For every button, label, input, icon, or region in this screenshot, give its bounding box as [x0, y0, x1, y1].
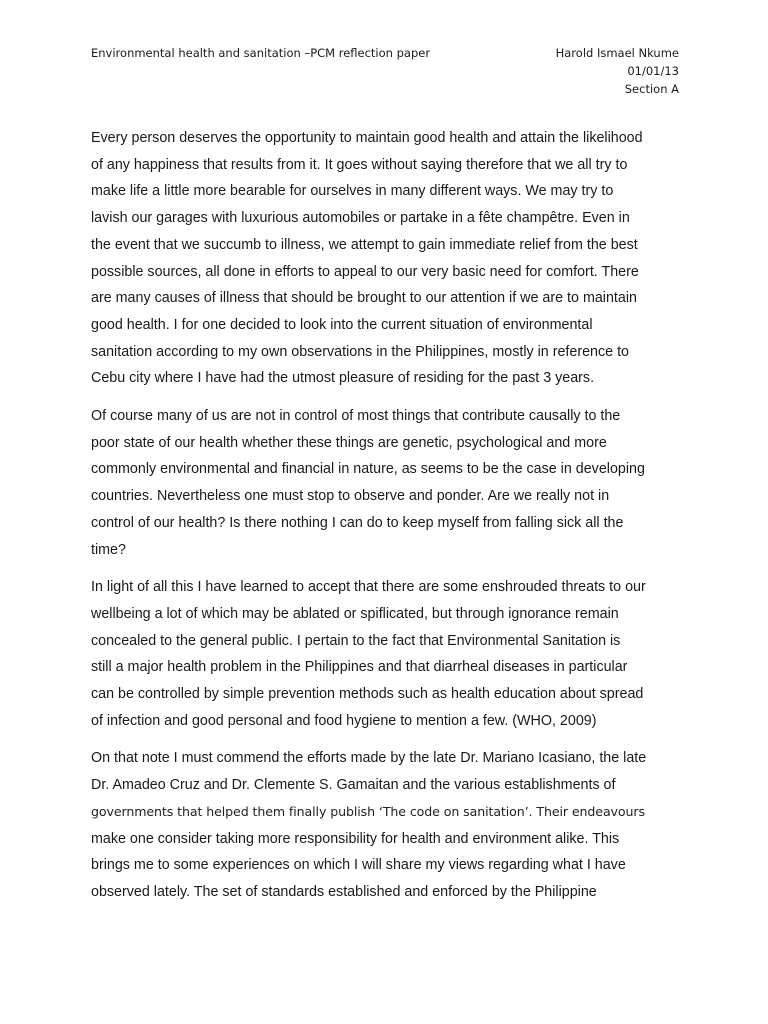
text-line: poor state of our health whether these things are genetic, psychological and more [91, 434, 607, 451]
text-line: control of our health? Is there nothing I can do to keep myself from falling sick all the [91, 514, 624, 531]
text-line: concealed to the general public. I pertain to the fact that Environmental Sanitation is [91, 632, 621, 649]
text-line: countries. Nevertheless one must stop to observe and ponder. Are we really not in [91, 488, 610, 505]
text-line: make life a little more bearable for ourselves in many different ways. We may try to [91, 183, 614, 200]
text-line: observed lately. The set of standards established and enforced by the Philippine [91, 883, 597, 900]
header-date: 01/01/13 [627, 64, 679, 78]
text-line: wellbeing a lot of which may be ablated or spiflicated, but through ignorance remain [91, 605, 619, 622]
text-line: of infection and good personal and food hygiene to mention a few. (WHO, 2009) [91, 712, 597, 729]
text-line: Cebu city where I have had the utmost pleasure of residing for the past 3 years. [91, 370, 595, 387]
paragraph-4 [91, 745, 691, 905]
text-line: brings me to some experiences on which I will share my views regarding what I have [91, 857, 626, 874]
text-line: Every person deserves the opportunity to maintain good health and attain the likelihood [91, 130, 643, 146]
text-line: can be controlled by simple prevention methods such as health education about spread [91, 686, 644, 703]
text-line: In light of all this I have learned to accept that there are some enshrouded threats to our [91, 579, 646, 596]
text-line: On that note I must commend the efforts made by the late Dr. Mariano Icasiano, the late [91, 750, 647, 767]
text-line: good health. I for one decided to look into the current situation of environmental [91, 316, 593, 333]
text-line: are many causes of illness that should be brought to our attention if we are to maintain [91, 290, 637, 307]
text-line: Of course many of us are not in control of most things that contribute causally to the [91, 408, 621, 425]
text-line: commonly environmental and financial in nature, as seems to be the case in developing [91, 461, 645, 478]
header-meta [556, 44, 679, 98]
paragraph-2 [91, 403, 691, 563]
paragraph-1 [91, 125, 691, 392]
text-line: lavish our garages with luxurious automobiles or partake in a fête champêtre. Even in [91, 210, 630, 227]
document-body [91, 125, 691, 917]
header-author: Harold Ismael Nkume [555, 46, 679, 60]
text-line: governments that helped them finally publish ‘The code on sanitation’. Their endeavours [91, 803, 645, 819]
text-line: make one consider taking more responsibility for health and environment alike. This [91, 830, 620, 847]
text-line: sanitation according to my own observations in the Philippines, mostly in reference to [91, 343, 630, 360]
header-title: Environmental health and sanitation –PCM reflection paper [91, 46, 431, 60]
paragraph-3 [91, 574, 691, 734]
text-line: the event that we succumb to illness, we attempt to gain immediate relief from the best [91, 236, 638, 253]
text-line: possible sources, all done in efforts to appeal to our very basic need for comfort. There [91, 263, 639, 280]
text-line: still a major health problem in the Philippines and that diarrheal diseases in particular [91, 659, 628, 676]
text-line: time? [91, 541, 126, 558]
text-line: Dr. Amadeo Cruz and Dr. Clemente S. Gamaitan and the various establishments of [91, 777, 616, 794]
header-section: Section A [624, 82, 679, 96]
text-line: of any happiness that results from it. It goes without saying therefore that we all try to [91, 156, 628, 173]
